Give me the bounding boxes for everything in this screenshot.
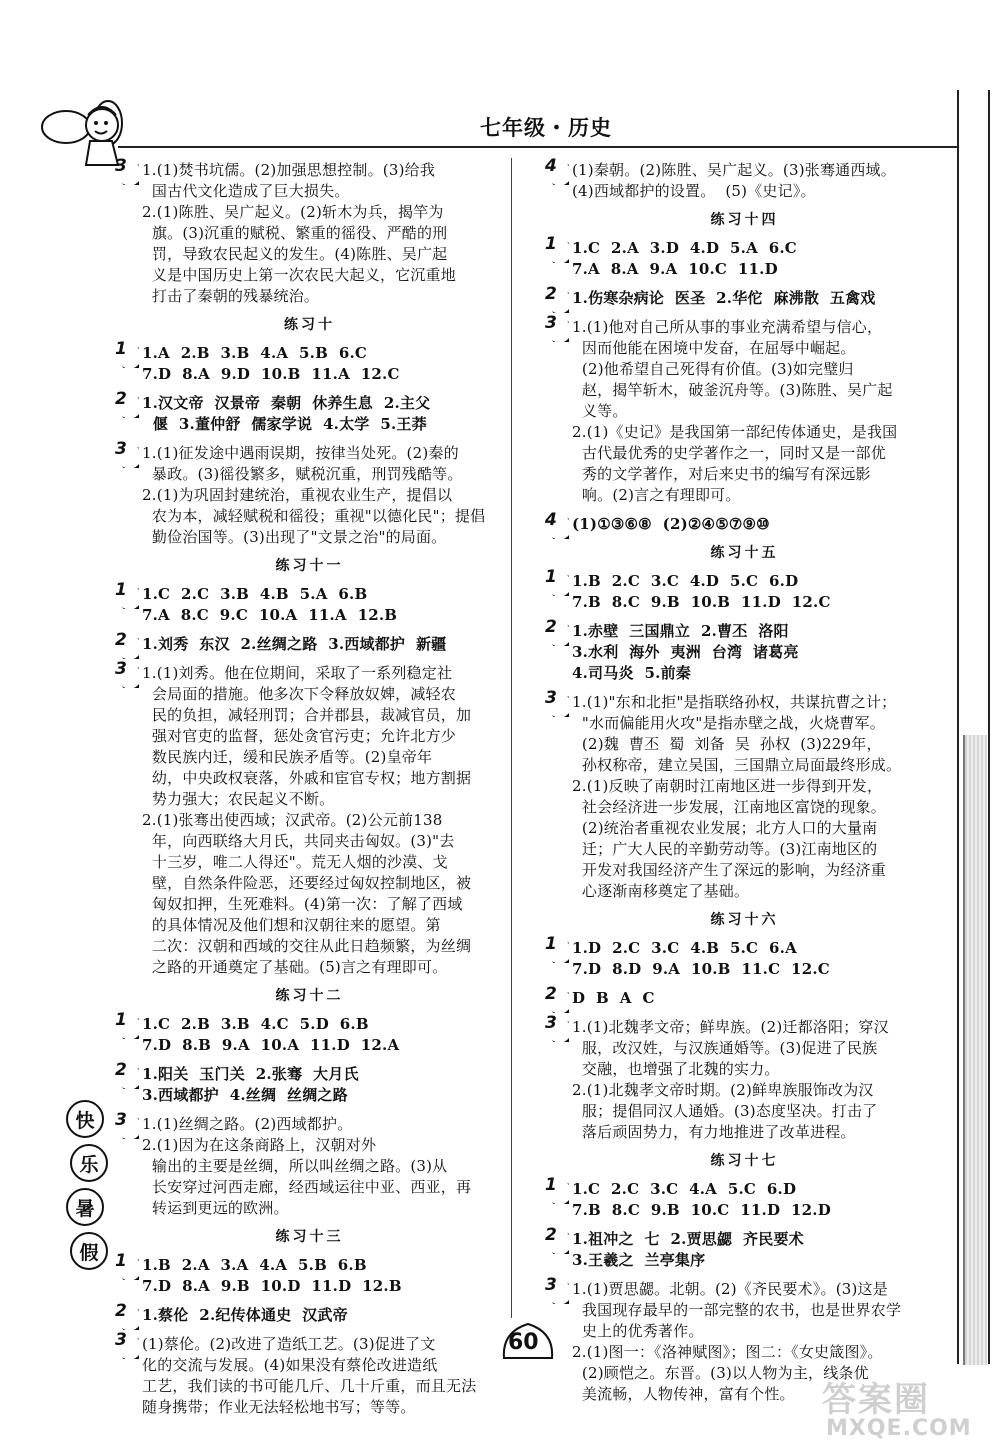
answer-line: 2.(1)陈胜、吴广起义。(2)斩木为兵，揭竿为 xyxy=(142,203,444,221)
answer-line: 之路的开通奠定了基础。(5)言之有理即可。 xyxy=(142,958,448,976)
answer-line: 1.(1)他对自己所从事的事业充满希望与信心， xyxy=(572,318,883,336)
section-number: 1 xyxy=(115,1010,127,1030)
section-number-badge xyxy=(542,156,569,185)
answer-line: 迁；广大人民的辛勤劳动等。(3)江南地区的 xyxy=(572,840,878,858)
section-number: 3 xyxy=(545,313,557,333)
answer-line: 国古代文化造成了巨大损失。 xyxy=(142,182,350,200)
section-number: 2 xyxy=(115,389,127,409)
answer-line: (4)西域都护的设置。 (5)《史记》。 xyxy=(572,182,816,200)
answer-line: 1.(1)焚书坑儒。(2)加强思想控制。(3)给我 xyxy=(142,161,436,179)
section-number-badge xyxy=(542,567,569,596)
side-label xyxy=(66,1100,112,1276)
answer-line: 1.伤寒杂病论 医圣 2.华佗 麻沸散 五禽戏 xyxy=(572,289,876,307)
answer-section xyxy=(112,580,507,626)
column-divider xyxy=(511,158,512,1318)
answer-line: 7.D 8.A 9.D 10.B 11.A 12.C xyxy=(142,365,400,383)
section-number-badge xyxy=(542,1175,569,1204)
answer-line: 4.司马炎 5.前秦 xyxy=(572,664,691,682)
section-number: 2 xyxy=(115,1301,127,1321)
answer-line: 1.(1)"东和北拒"是指联络孙权，共谋抗曹之计； xyxy=(572,693,897,711)
exercise-title: 练习十 xyxy=(284,317,335,333)
answer-line: 年，向西联络大月氏，共同夹击匈奴。(3)"去 xyxy=(142,832,455,850)
answer-line: 社会经济进一步发展，江南地区富饶的现象。 xyxy=(572,798,886,816)
answer-line: (2)顾恺之。东晋。(3)以人物为主，线条优 xyxy=(572,1364,869,1382)
side-label-char: 乐 xyxy=(70,1144,108,1182)
section-number: 3 xyxy=(545,1275,557,1295)
answer-line: 义是中国历史上第一次农民大起义，它沉重地 xyxy=(142,266,456,284)
answer-line: 2.(1)北魏孝文帝时期。(2)鲜卑族服饰改为汉 xyxy=(572,1081,874,1099)
exercise-title: 练习十六 xyxy=(710,912,779,928)
answer-line: 开发对我国经济产生了深远的影响，为经济重 xyxy=(572,861,886,879)
answer-line: 服；提倡同汉人通婚。(3)态度坚决。打击了 xyxy=(572,1102,878,1120)
answer-line: 1.C 2.C 3.C 4.A 5.C 6.D xyxy=(572,1180,797,1198)
section-number: 1 xyxy=(115,1251,127,1271)
answer-line: 1.汉文帝 汉景帝 秦朝 休养生息 2.主父 xyxy=(142,394,431,412)
answer-section xyxy=(112,1330,507,1418)
answer-line: 1.C 2.B 3.B 4.C 5.D 6.B xyxy=(142,1015,369,1033)
answer-section xyxy=(542,234,947,280)
section-number-badge xyxy=(112,1060,139,1089)
answer-line: 史上的优秀著作。 xyxy=(572,1322,704,1340)
section-number-badge xyxy=(542,617,569,646)
section-number-badge xyxy=(112,630,139,659)
section-number-badge xyxy=(112,659,139,688)
answer-section xyxy=(112,1301,507,1326)
answer-line: "水而偏能用火攻"是指赤壁之战，火烧曹军。 xyxy=(572,714,885,732)
answer-line: 秀的文学著作，对后来史书的编写有深远影 xyxy=(572,465,871,483)
answer-line: 民的负担，减轻刑罚；合并郡县，裁减官员，加 xyxy=(142,706,472,724)
answer-line: (1)蔡伦。(2)改进了造纸工艺。(3)促进了文 xyxy=(142,1335,436,1353)
answer-line: 3.西域都护 4.丝绸 丝绸之路 xyxy=(142,1086,348,1104)
header-rule xyxy=(118,146,958,148)
answer-line: 因而他能在困境中发奋，在屈辱中崛起。 xyxy=(572,339,856,357)
answer-line: 2.(1)反映了南朝时江南地区进一步得到开发， xyxy=(572,777,883,795)
answer-line: 1.阳关 玉门关 2.张骞 大月氏 xyxy=(142,1065,359,1083)
answer-line: 古代最优秀的史学著作之一，同时又是一部优 xyxy=(572,444,886,462)
section-number-badge xyxy=(112,389,139,418)
answer-line: 1.D 2.C 3.C 4.B 5.C 6.A xyxy=(572,939,797,957)
answer-line: 1.赤壁 三国鼎立 2.曹丕 洛阳 xyxy=(572,622,789,640)
section-number: 3 xyxy=(115,1110,127,1130)
answer-line: 7.B 8.C 9.B 10.B 11.D 12.C xyxy=(572,593,831,611)
answer-line: 化的交流与发展。(4)如果没有蔡伦改进造纸 xyxy=(142,1356,438,1374)
side-label-char: 假 xyxy=(70,1232,108,1270)
answer-section xyxy=(112,630,507,655)
exercise-title: 练习十四 xyxy=(710,212,779,228)
answer-section xyxy=(542,284,947,309)
section-number-badge xyxy=(542,313,569,342)
answer-line: 勤俭治国等。(3)出现了"文景之治"的局面。 xyxy=(142,528,447,546)
answer-section xyxy=(112,659,507,978)
watermark-url: MXQE.COM xyxy=(826,1416,972,1441)
page-header-title: 七年级・历史 xyxy=(480,116,612,140)
answer-section xyxy=(542,1013,947,1143)
answer-line: 2.(1)为巩固封建统治，重视农业生产，提倡以 xyxy=(142,486,453,504)
answer-section xyxy=(112,156,507,307)
answer-line: 义等。 xyxy=(572,402,628,420)
answer-line: 落后顽固势力，有力地推进了改革进程。 xyxy=(572,1123,856,1141)
section-number: 4 xyxy=(545,156,557,176)
answer-line: 服，改汉姓，与汉族通婚等。(3)促进了民族 xyxy=(572,1039,878,1057)
answer-line: 工艺，我们读的书可能几斤、几十斤重，而且无法 xyxy=(142,1377,477,1395)
section-number-badge xyxy=(112,1330,139,1359)
section-number-badge xyxy=(112,580,139,609)
section-number: 2 xyxy=(115,630,127,650)
page-number: 60 xyxy=(508,1330,539,1355)
answer-line: 强对官吏的监督，惩处贪官污吏；允许北方少 xyxy=(142,727,456,745)
section-number: 3 xyxy=(115,1330,127,1350)
answer-line: 响。(2)言之有理即可。 xyxy=(572,486,741,504)
section-number: 3 xyxy=(115,156,127,176)
answer-line: 1.B 2.A 3.A 4.A 5.B 6.B xyxy=(142,1256,367,1274)
section-number: 2 xyxy=(115,1060,127,1080)
section-number: 3 xyxy=(115,659,127,679)
answer-section xyxy=(542,934,947,980)
answer-line: 1.祖冲之 七 2.贾思勰 齐民要术 xyxy=(572,1230,804,1248)
watermark-text: 答案圈 xyxy=(822,1380,930,1420)
answer-line: (1)①③⑥⑧ (2)②④⑤⑦⑨⑩ xyxy=(572,515,770,533)
answer-line: 1.蔡伦 2.纪传体通史 汉武帝 xyxy=(142,1306,348,1324)
answer-line: 我国现存最早的一部完整的农书，也是世界农学 xyxy=(572,1301,902,1319)
section-number: 3 xyxy=(545,1013,557,1033)
answer-line: 1.(1)贾思勰。北朝。(2)《齐民要术》。(3)这是 xyxy=(572,1280,888,1298)
answer-section xyxy=(112,1110,507,1219)
answer-line: 会局面的措施。他多次下令释放奴婢，减轻农 xyxy=(142,685,456,703)
section-number: 3 xyxy=(115,439,127,459)
answer-line: (1)秦朝。(2)陈胜、吴广起义。(3)张骞通西域。 xyxy=(572,161,896,179)
answer-line: 的具体情况及他们想和汉朝往来的愿望。第 xyxy=(142,916,441,934)
right-column xyxy=(542,156,947,1413)
page-number-badge xyxy=(498,1318,558,1366)
exercise-title: 练习十五 xyxy=(710,545,779,561)
section-number: 2 xyxy=(545,1225,557,1245)
answer-section xyxy=(542,567,947,613)
answer-section xyxy=(542,617,947,684)
section-number: 2 xyxy=(545,284,557,304)
answer-line: 赵，揭竿斩木，破釜沉舟等。(3)陈胜、吴广起 xyxy=(572,381,893,399)
binding-strip xyxy=(963,735,987,1365)
answer-line: (2)他希望自己死得有价值。(3)如完璧归 xyxy=(572,360,854,378)
answer-line: 7.A 8.C 9.C 10.A 11.A 12.B xyxy=(142,606,398,624)
answer-line: 转运到更远的欧洲。 xyxy=(142,1199,289,1217)
section-number-badge xyxy=(112,1110,139,1139)
exercise-title: 练习十一 xyxy=(275,558,344,574)
answer-line: 2.(1)因为在这条商路上，汉朝对外 xyxy=(142,1136,377,1154)
answer-line: 十三岁，唯二人得还"。荒无人烟的沙漠、戈 xyxy=(142,853,448,871)
answer-section xyxy=(112,439,507,548)
section-number-badge xyxy=(542,1013,569,1042)
section-number-badge xyxy=(542,284,569,313)
answer-line: 交融，也增强了北魏的实力。 xyxy=(572,1060,780,1078)
section-number: 1 xyxy=(545,234,557,254)
answer-section xyxy=(542,313,947,506)
section-number-badge xyxy=(542,934,569,963)
answer-line: 1.(1)丝绸之路。(2)西域都护。 xyxy=(142,1115,353,1133)
section-number-badge xyxy=(112,1301,139,1330)
answer-line: 1.刘秀 东汉 2.丝绸之路 3.西域都护 新疆 xyxy=(142,635,447,653)
answer-line: 1.(1)征发途中遇雨误期，按律当处死。(2)秦的 xyxy=(142,444,459,462)
watermark-logo xyxy=(822,1372,972,1450)
binding-line xyxy=(988,90,990,1364)
answer-section xyxy=(542,1175,947,1221)
side-label-char: 暑 xyxy=(66,1188,104,1226)
answer-section xyxy=(542,688,947,902)
answer-line: 1.B 2.C 3.C 4.D 5.C 6.D xyxy=(572,572,799,590)
section-number: 1 xyxy=(545,1175,557,1195)
answer-section xyxy=(112,389,507,435)
section-number-badge xyxy=(542,984,569,1013)
exercise-title: 练习十七 xyxy=(710,1153,779,1169)
answer-line: 匈奴扣押，生死难料。(4)第一次：了解了西域 xyxy=(142,895,463,913)
section-number-badge xyxy=(112,156,139,185)
section-number: 1 xyxy=(545,934,557,954)
answer-line: 1.(1)刘秀。他在位期间，采取了一系列稳定社 xyxy=(142,664,453,682)
section-number-badge xyxy=(542,1275,569,1304)
section-number: 1 xyxy=(545,567,557,587)
section-number: 1 xyxy=(115,580,127,600)
answer-section xyxy=(112,1010,507,1056)
section-number-badge xyxy=(112,1251,139,1280)
answer-line: 1.C 2.C 3.B 4.B 5.A 6.B xyxy=(142,585,368,603)
answer-line: 二次：汉朝和西域的交往从此日趋频繁，为丝绸 xyxy=(142,937,472,955)
answer-line: 输出的主要是丝绸，所以叫丝绸之路。(3)从 xyxy=(142,1157,448,1175)
answer-line: 旗。(3)沉重的赋税、繁重的徭役、严酷的刑 xyxy=(142,224,448,242)
side-label-char: 快 xyxy=(66,1100,104,1138)
answer-line: 罚，导致农民起义的发生。(4)陈胜、吴广起 xyxy=(142,245,448,263)
answer-line: 随身携带；作业无法轻松地书写；等等。 xyxy=(142,1398,416,1416)
answer-line: 7.D 8.A 9.B 10.D 11.D 12.B xyxy=(142,1277,402,1295)
answer-line: 美流畅，人物传神，富有个性。 xyxy=(572,1385,795,1403)
exercise-title: 练习十三 xyxy=(275,1229,344,1245)
answer-line: (2)统治者重视农业发展；北方人口的大量南 xyxy=(572,819,878,837)
answer-line: 打击了秦朝的残暴统治。 xyxy=(142,287,320,305)
answer-line: 长安穿过河西走廊，经西域运往中亚、西亚，再 xyxy=(142,1178,472,1196)
answer-line: 2.(1)图一：《洛神赋图》；图二：《女史箴图》。 xyxy=(572,1343,883,1361)
answer-line: 2.(1)张骞出使西域；汉武帝。(2)公元前138 xyxy=(142,811,443,829)
answer-section xyxy=(112,339,507,385)
section-number-badge xyxy=(542,234,569,263)
answer-line: 孙权称帝，建立吴国，三国鼎立局面最终形成。 xyxy=(572,756,902,774)
answer-section xyxy=(542,156,947,202)
answer-line: D B A C xyxy=(572,989,655,1007)
answer-line: 偃 3.董仲舒 儒家学说 4.太学 5.王莽 xyxy=(142,415,427,433)
section-number-badge xyxy=(112,339,139,368)
answer-line: 1.A 2.B 3.B 4.A 5.B 6.C xyxy=(142,344,368,362)
answer-section xyxy=(542,510,947,535)
answer-line: (2)魏 曹丕 蜀 刘备 吴 孙权 (3)229年， xyxy=(572,735,882,753)
section-number-badge xyxy=(542,688,569,717)
left-column xyxy=(112,156,507,1426)
section-number: 2 xyxy=(545,984,557,1004)
answer-line: 7.B 8.C 9.B 10.C 11.D 12.D xyxy=(572,1201,831,1219)
answer-section xyxy=(112,1060,507,1106)
section-number-badge xyxy=(542,510,569,539)
section-number: 3 xyxy=(545,688,557,708)
answer-line: 心逐渐南移奠定了基础。 xyxy=(572,882,750,900)
section-number: 1 xyxy=(115,339,127,359)
answer-line: 1.C 2.A 3.D 4.D 5.A 6.C xyxy=(572,239,797,257)
answer-line: 7.D 8.B 9.A 10.A 11.D 12.A xyxy=(142,1036,400,1054)
section-number-badge xyxy=(112,1010,139,1039)
section-number-badge xyxy=(542,1225,569,1254)
section-number: 4 xyxy=(545,510,557,530)
section-number: 2 xyxy=(545,617,557,637)
exercise-title: 练习十二 xyxy=(275,988,344,1004)
answer-line: 数民族内迁，缓和民族矛盾等。(2)皇帝年 xyxy=(142,748,433,766)
binding-line xyxy=(957,90,959,1364)
answer-line: 3.王羲之 兰亭集序 xyxy=(572,1251,706,1269)
answer-line: 农为本，减轻赋税和徭役；重视"以德化民"；提倡 xyxy=(142,507,486,525)
answer-line: 势力强大；农民起义不断。 xyxy=(142,790,335,808)
answer-line: 1.(1)北魏孝文帝；鲜卑族。(2)迁都洛阳；穿汉 xyxy=(572,1018,889,1036)
answer-section xyxy=(542,1225,947,1271)
answer-line: 2.(1)《史记》是我国第一部纪传体通史，是我国 xyxy=(572,423,898,441)
answer-section xyxy=(112,1251,507,1297)
answer-line: 暴政。(3)徭役繁多，赋税沉重，刑罚残酷等。 xyxy=(142,465,463,483)
answer-line: 壁，自然条件险恶，还要经过匈奴控制地区，被 xyxy=(142,874,472,892)
answer-line: 幼，中央政权衰落，外戚和宦官专权；地方割据 xyxy=(142,769,472,787)
answer-section xyxy=(542,984,947,1009)
answer-line: 7.A 8.A 9.A 10.C 11.D xyxy=(572,260,778,278)
answer-line: 7.D 8.D 9.A 10.B 11.C 12.C xyxy=(572,960,830,978)
answer-line: 3.水利 海外 夷洲 台湾 诸葛亮 xyxy=(572,643,799,661)
section-number-badge xyxy=(112,439,139,468)
